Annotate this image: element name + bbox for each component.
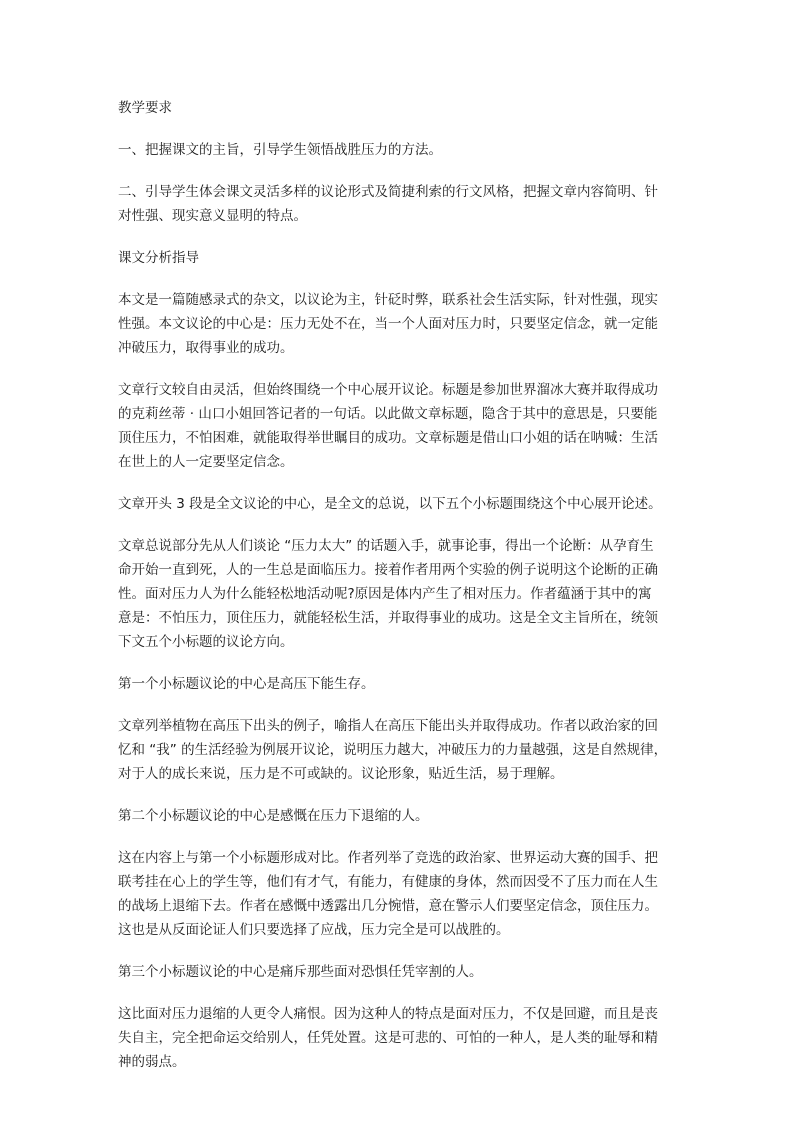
document-body — [118, 96, 684, 1092]
paragraph-point-2-analysis: 这在内容上与第一个小标题形成对比。作者列举了竞选的政治家、世界运动大赛的国手、把 联考挂在心上的学生等，他们有才气，有能力，有健康的身体，然而因受不了压力而在人生 的战场上退缩下去。作者在感慨中透露出几分惋惜，意在警示人们要坚定信念，顶住压力。 这也是从反面论证人们只要选择了应战，压力完全是可以战胜的。 — [118, 850, 658, 938]
paragraph-general-argument: 文章总说部分先从人们谈论 “压力太大” 的话题入手，就事论事，得出一个论断：从孕育生 命开始一直到死，人的一生总是面临压力。接着作者用两个实验的例子说明这个论断的正确 性。面对压力人为什么能轻松地活动呢?原因是体内产生了相对压力。作者蕴涵于其中的寓 意是：不怕压力，顶住压力，就能轻松生活，并取得事业的成功。这是全文主旨所在，统领 下文五个小标题的议论方向。 — [118, 538, 658, 650]
subheading-point-1: 第一个小标题议论的中心是高压下能生存。 — [118, 676, 375, 692]
section-heading-teaching-requirements: 教学要求 — [118, 100, 172, 116]
requirement-item-1: 一、把握课文的主旨，引导学生领悟战胜压力的方法。 — [118, 142, 442, 158]
paragraph-opening-summary: 文章开头 3 段是全文议论的中心，是全文的总说，以下五个小标题围绕这个中心展开论述。 — [118, 496, 662, 512]
paragraph-title-analysis: 文章行文较自由灵活，但始终围绕一个中心展开议论。标题是参加世界溜冰大赛并取得成功 的克莉丝蒂 · 山口小姐回答记者的一句话。以此做文章标题，隐含于其中的意思是，只要能 顶住压力，不怕困难，就能取得举世瞩目的成功。文章标题是借山口小姐的话在呐喊：生活 在世上的人一定要坚定信念。 — [118, 382, 658, 470]
paragraph-essay-overview: 本文是一篇随感录式的杂文，以议论为主，针砭时弊，联系社会生活实际，针对性强，现实 性强。本文议论的中心是：压力无处不在，当一个人面对压力时，只要坚定信念，就一定能 冲破压力，取得事业的成功。 — [118, 292, 658, 356]
section-heading-text-analysis: 课文分析指导 — [118, 250, 199, 266]
requirement-item-2: 二、引导学生体会课文灵活多样的议论形式及简捷利索的行文风格，把握文章内容简明、针 对性强、现实意义显明的特点。 — [118, 184, 658, 224]
paragraph-point-1-analysis: 文章列举植物在高压下出头的例子，喻指人在高压下能出头并取得成功。作者以政治家的回 忆和 “我” 的生活经验为例展开议论，说明压力越大，冲破压力的力量越强，这是自然规律， 对于人的成长来说，压力是不可或缺的。议论形象，贴近生活，易于理解。 — [118, 718, 668, 782]
subheading-point-3: 第三个小标题议论的中心是痛斥那些面对恐惧任凭宰割的人。 — [118, 964, 483, 980]
subheading-point-2: 第二个小标题议论的中心是感慨在压力下退缩的人。 — [118, 808, 429, 824]
paragraph-point-3-analysis: 这比面对压力退缩的人更令人痛恨。因为这种人的特点是面对压力，不仅是回避，而且是丧 失自主，完全把命运交给别人，任凭处置。这是可悲的、可怕的一种人，是人类的耻辱和精 神的弱点。 — [118, 1006, 658, 1070]
